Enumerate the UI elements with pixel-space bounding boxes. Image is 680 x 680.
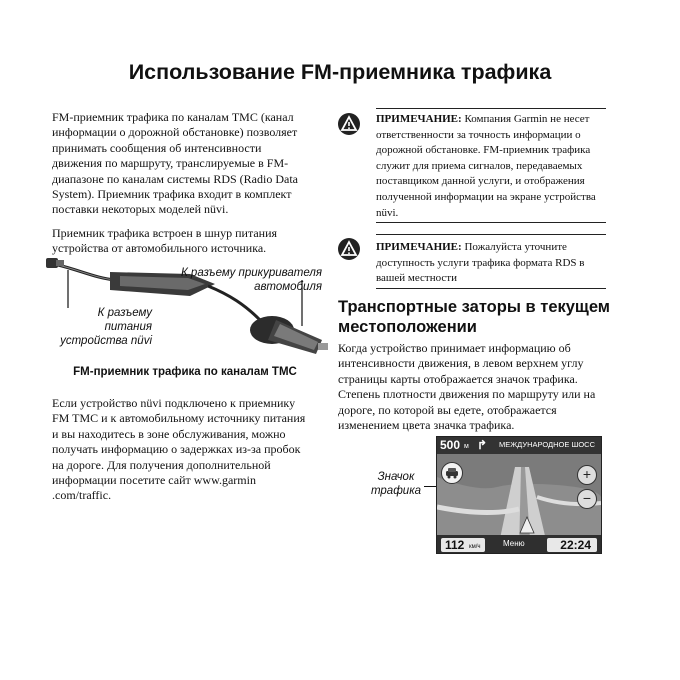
map-screen <box>436 436 602 554</box>
bottom-bar <box>437 535 601 553</box>
distance-value: 500 <box>440 438 461 452</box>
warning-icon <box>338 113 360 135</box>
builtin-paragraph: Приемник трафика встроен в шнур питания устройства от автомобильного источника. <box>52 226 278 256</box>
note1-label: ПРИМЕЧАНИЕ: <box>376 113 462 125</box>
callout-traffic-icon: Значок трафика <box>370 471 422 497</box>
page-title: Использование FM-приемника трафика <box>128 60 552 84</box>
note1 <box>376 112 608 221</box>
note2-bottom-rule <box>376 288 606 289</box>
top-bar <box>437 437 601 454</box>
street-name: МЕЖДУНАРОДНОЕ ШОСС <box>499 440 595 449</box>
zoom-in-icon[interactable]: + <box>577 465 597 485</box>
connected-paragraph: Если устройство nüvi подключено к приемнику FM TMC и к автомобильному источнику питания и вы находитесь в зоне обслуживания, можно получать информацию о задержках из-за пробок на дороге. Для получения дополнительной информации посетите сайт www.garmin .com/traffic. <box>52 396 306 503</box>
menu-button[interactable]: Меню <box>503 539 525 548</box>
note2 <box>376 240 608 287</box>
callout-lighter: К разъему прикуривателя автомобиля <box>180 267 322 293</box>
intro-paragraph: FM-приемник трафика по каналам TMC (канал информации о дорожной обстановке) позволяет принимать сообщения об интенсивности движения по маршруту, транслируемые в FM-диапазоне по каналам системы RDS (Radio Data System). Приемник трафика входит в комплект поставки некоторых моделей nüvi. <box>52 110 298 217</box>
time-value: 22:24 <box>560 538 591 552</box>
distance-unit: м <box>464 443 469 450</box>
note2-label: ПРИМЕЧАНИЕ: <box>376 241 462 253</box>
note2-text: Пожалуйста уточните доступность услуги трафика формата RDS в вашей местности <box>376 241 585 285</box>
note2-top-rule <box>376 234 606 235</box>
turn-arrow-icon: ↱ <box>477 438 488 452</box>
note1-text: Компания Garmin не несет ответственности за точность информации о дорожной обстановке. FM-приемник трафика служит для приема сигналов, передаваемых поставщиком данной услуги, и отображения полученной информации на экране устройства nüvi. <box>376 113 596 219</box>
warning-icon <box>338 238 360 260</box>
traffic-paragraph: Когда устройство принимает информацию об интенсивности движения, в левом верхнем углу страницы карты отображается значок трафика. Степень плотности движения по маршруту или на дороге, по которой вы едете, отображается изменением цвета значка трафика. <box>338 341 596 433</box>
lighter-adapter <box>250 316 328 354</box>
figure-caption: FM-приемник трафика по каналам TMC <box>73 366 297 378</box>
callout-power: К разъему питания устройства nüvi <box>60 307 152 347</box>
zoom-out-icon[interactable]: − <box>577 489 597 509</box>
note1-top-rule <box>376 108 606 109</box>
speed-unit: км/ч <box>469 544 481 550</box>
traffic-icon[interactable] <box>441 462 463 484</box>
speed-value: 112 <box>445 538 465 552</box>
note1-bottom-rule <box>376 222 606 223</box>
section-heading: Транспортные заторы в текущем местоположении <box>338 298 611 336</box>
